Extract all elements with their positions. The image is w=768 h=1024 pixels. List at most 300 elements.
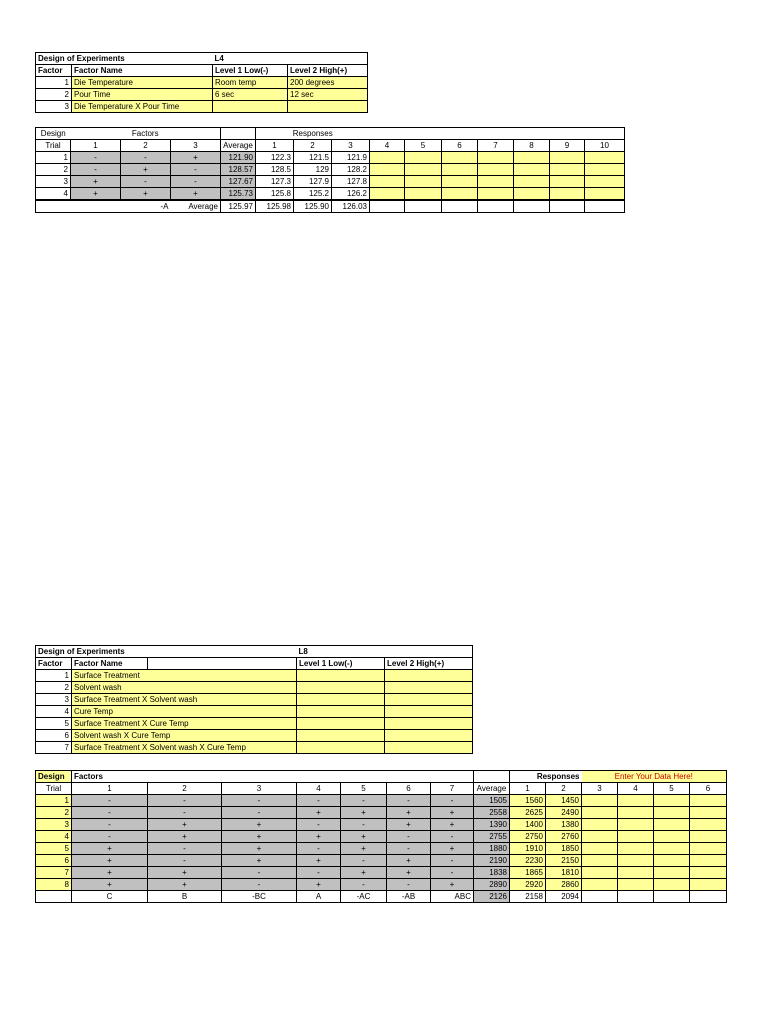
response-cell[interactable] [370, 152, 405, 164]
response-cell[interactable]: 125.2 [294, 188, 332, 201]
blank-cell [654, 891, 690, 903]
factor-sign-cell: - [387, 795, 431, 807]
l8-name-header: Factor Name [72, 658, 148, 670]
factor-sign-cell: - [222, 807, 297, 819]
response-cell[interactable] [550, 176, 585, 188]
response-col-header: 10 [585, 140, 625, 152]
response-cell[interactable] [478, 188, 514, 201]
factor-col-header: 5 [341, 783, 387, 795]
factor-name-cell[interactable]: Solvent wash [72, 682, 297, 694]
l4-trial-row [36, 188, 625, 201]
response-cell[interactable]: 1450 [546, 795, 582, 807]
response-col-header: 9 [550, 140, 585, 152]
l8-trial-row [36, 879, 727, 891]
response-cell[interactable] [654, 831, 690, 843]
l4-title: Design of Experiments [36, 53, 213, 65]
response-cell[interactable]: 121.9 [332, 152, 370, 164]
trial-header: Trial [36, 140, 71, 152]
level-low-cell[interactable] [297, 706, 385, 718]
response-cell[interactable] [618, 831, 654, 843]
response-cell[interactable]: 125.8 [256, 188, 294, 201]
response-cell[interactable]: 2920 [510, 879, 546, 891]
response-cell[interactable] [478, 152, 514, 164]
level-low-cell[interactable] [297, 718, 385, 730]
l8-factor-row [36, 742, 473, 754]
response-cell[interactable] [618, 867, 654, 879]
factor-sign-cell: - [222, 867, 297, 879]
factor-sign-cell: - [148, 807, 222, 819]
average-cell: 1880 [474, 843, 510, 855]
blank-cell [478, 200, 514, 213]
response-cell[interactable]: 128.5 [256, 164, 294, 176]
l4-level2-header: Level 2 High(+) [288, 65, 368, 77]
factor-sign-cell: + [222, 819, 297, 831]
factor-col-header: 6 [387, 783, 431, 795]
response-col-header: 5 [405, 140, 442, 152]
response-cell[interactable] [690, 819, 727, 831]
response-cell[interactable]: 2860 [546, 879, 582, 891]
level-high-cell[interactable] [385, 682, 473, 694]
response-average: 126.03 [332, 200, 370, 213]
l8-title: Design of Experiments [36, 646, 297, 658]
blank-cell [514, 200, 550, 213]
average-cell: 2755 [474, 831, 510, 843]
response-cell[interactable]: 1400 [510, 819, 546, 831]
blank-cell [550, 200, 585, 213]
response-cell[interactable]: 127.8 [332, 176, 370, 188]
response-cell[interactable] [405, 176, 442, 188]
factor-sign-cell: + [121, 188, 171, 201]
response-cell[interactable] [585, 152, 625, 164]
response-cell[interactable]: 127.9 [294, 176, 332, 188]
trial-number: 8 [36, 879, 72, 891]
factor-col-header: 2 [121, 140, 171, 152]
level-low-cell[interactable] [213, 101, 288, 113]
response-average: 125.90 [294, 200, 332, 213]
factor-sign-cell: - [297, 843, 341, 855]
blank-cell [585, 200, 625, 213]
response-cell[interactable] [442, 188, 478, 201]
l8-footer-row [36, 891, 727, 903]
response-cell[interactable] [585, 188, 625, 201]
level-low-cell[interactable] [297, 742, 385, 754]
factor-sign-cell: + [297, 855, 341, 867]
factor-sign-cell: - [297, 795, 341, 807]
average-cell: 1505 [474, 795, 510, 807]
factor-number: 6 [36, 730, 72, 742]
factor-name-cell[interactable]: Die Temperature [72, 77, 213, 89]
level-high-cell[interactable] [385, 730, 473, 742]
response-cell[interactable] [370, 164, 405, 176]
blank-cell [442, 200, 478, 213]
trial-number: 1 [36, 152, 71, 164]
l8-trial-row [36, 831, 727, 843]
l8-factor-row [36, 718, 473, 730]
l8-array-label: L8 [297, 646, 473, 658]
l8-trial-row [36, 795, 727, 807]
response-cell[interactable] [654, 807, 690, 819]
factor-sign-cell: - [341, 795, 387, 807]
l4-trial-row [36, 164, 625, 176]
factor-number: 5 [36, 718, 72, 730]
factor-sign-cell: + [431, 843, 474, 855]
factor-sign-cell: + [72, 843, 148, 855]
l4-trial-row [36, 176, 625, 188]
blank-cell [405, 200, 442, 213]
response-cell[interactable]: 2760 [546, 831, 582, 843]
factor-sign-cell: + [341, 843, 387, 855]
response-cell[interactable] [690, 855, 727, 867]
trial-number: 6 [36, 855, 72, 867]
response-cell[interactable] [582, 867, 618, 879]
average-cell: 1838 [474, 867, 510, 879]
factor-sign-cell: - [341, 819, 387, 831]
l8-level1-header: Level 1 Low(-) [297, 658, 385, 670]
factor-sign-cell: - [148, 855, 222, 867]
blank-cell [370, 200, 405, 213]
response-cell[interactable] [618, 819, 654, 831]
factor-sign-cell: + [297, 879, 341, 891]
response-col-header: 4 [618, 783, 654, 795]
trial-number: 4 [36, 188, 71, 201]
response-cell[interactable]: 2625 [510, 807, 546, 819]
l4-factor-row [36, 89, 368, 101]
factor-name-cell[interactable]: Cure Temp [72, 706, 297, 718]
factor-sign-cell: - [148, 843, 222, 855]
response-cell[interactable] [370, 188, 405, 201]
factor-sign-cell: + [387, 855, 431, 867]
trial-number: 2 [36, 164, 71, 176]
response-cell[interactable]: 1560 [510, 795, 546, 807]
response-cell[interactable]: 129 [294, 164, 332, 176]
factor-sign-cell: + [171, 188, 221, 201]
factor-sign-cell: + [72, 867, 148, 879]
responses-label: Responses [256, 128, 370, 140]
level-high-cell[interactable] [385, 706, 473, 718]
factor-name-cell[interactable]: Surface Treatment X Solvent wash [72, 694, 297, 706]
response-cell[interactable] [690, 867, 727, 879]
average-cell: 2190 [474, 855, 510, 867]
level-high-cell[interactable]: 12 sec [288, 89, 368, 101]
trial-number: 3 [36, 819, 72, 831]
factor-col-header: 1 [71, 140, 121, 152]
average-cell: 2558 [474, 807, 510, 819]
factor-sign-cell: - [222, 879, 297, 891]
response-cell[interactable] [442, 164, 478, 176]
l4-factor-row [36, 101, 368, 113]
l4-factor-row [36, 77, 368, 89]
factor-sign-cell: - [341, 879, 387, 891]
level-low-cell[interactable] [297, 730, 385, 742]
l8-trial-row [36, 867, 727, 879]
l8-factor-row [36, 694, 473, 706]
factor-sign-cell: - [121, 152, 171, 164]
factor-sign-cell: - [72, 831, 148, 843]
factor-name-cell[interactable]: Solvent wash X Cure Temp [72, 730, 297, 742]
response-col-header: 3 [332, 140, 370, 152]
l4-name-header: Factor Name [72, 65, 213, 77]
response-cell[interactable] [550, 164, 585, 176]
design-label: Design [36, 128, 71, 140]
trial-header: Trial [36, 783, 72, 795]
factor-sign-cell: - [222, 795, 297, 807]
response-cell[interactable]: 1850 [546, 843, 582, 855]
l4-factor-header: Factor [36, 65, 72, 77]
response-cell[interactable] [690, 843, 727, 855]
factor-sign-cell: + [72, 855, 148, 867]
level-high-cell[interactable] [385, 718, 473, 730]
factor-number: 2 [36, 682, 72, 694]
enter-data-label: Enter Your Data Here! [582, 771, 727, 783]
response-cell[interactable]: 126.2 [332, 188, 370, 201]
response-cell[interactable] [618, 879, 654, 891]
response-cell[interactable]: 2750 [510, 831, 546, 843]
factors-label: Factors [71, 128, 221, 140]
response-cell[interactable] [370, 176, 405, 188]
response-cell[interactable] [514, 188, 550, 201]
grand-average: 125.97 [221, 200, 256, 213]
factor-sign-cell: - [297, 819, 341, 831]
response-cell[interactable] [654, 819, 690, 831]
response-col-header: 2 [294, 140, 332, 152]
response-cell[interactable] [654, 867, 690, 879]
response-cell[interactable] [514, 176, 550, 188]
effect-label: -BC [222, 891, 297, 903]
factor-sign-cell: + [148, 831, 222, 843]
response-cell[interactable] [582, 795, 618, 807]
l8-trial-row [36, 855, 727, 867]
l8-factor-header: Factor [36, 658, 72, 670]
blank-cell [370, 128, 625, 140]
factor-sign-cell: + [71, 188, 121, 201]
effect-label: A [297, 891, 341, 903]
factor-sign-cell: + [431, 819, 474, 831]
blank-cell [36, 200, 71, 213]
factor-col-header: 3 [171, 140, 221, 152]
response-cell[interactable] [582, 819, 618, 831]
response-cell[interactable] [690, 807, 727, 819]
response-cell[interactable] [514, 164, 550, 176]
response-cell[interactable] [654, 795, 690, 807]
response-col-header: 1 [256, 140, 294, 152]
factor-name-cell[interactable]: Pour Time [72, 89, 213, 101]
factor-name-cell[interactable]: Surface Treatment X Cure Temp [72, 718, 297, 730]
response-cell[interactable] [618, 795, 654, 807]
response-cell[interactable] [582, 843, 618, 855]
factor-sign-cell: - [171, 164, 221, 176]
response-average: 125.98 [256, 200, 294, 213]
factor-name-cell[interactable]: Die Temperature X Pour Time [72, 101, 213, 113]
response-col-header: 4 [370, 140, 405, 152]
factor-col-header: 4 [297, 783, 341, 795]
factor-sign-cell: - [387, 879, 431, 891]
average-header: Average [474, 783, 510, 795]
effect-label: ABC [431, 891, 474, 903]
factor-sign-cell: + [148, 867, 222, 879]
response-cell[interactable] [654, 855, 690, 867]
response-cell[interactable]: 121.5 [294, 152, 332, 164]
factor-sign-cell: - [297, 867, 341, 879]
l4-title-row [36, 53, 368, 65]
factor-col-header: 2 [148, 783, 222, 795]
average-cell: 125.73 [221, 188, 256, 201]
factor-col-header: 1 [72, 783, 148, 795]
response-cell[interactable]: 1380 [546, 819, 582, 831]
effect-label: -AC [341, 891, 387, 903]
factor-sign-cell: - [431, 831, 474, 843]
factor-name-cell[interactable]: Surface Treatment [72, 670, 297, 682]
response-cell[interactable] [405, 188, 442, 201]
response-cell[interactable]: 1910 [510, 843, 546, 855]
level-low-cell[interactable]: 6 sec [213, 89, 288, 101]
factor-sign-cell: - [171, 176, 221, 188]
average-header: Average [221, 140, 256, 152]
l8-factor-row [36, 706, 473, 718]
factor-sign-cell: - [431, 855, 474, 867]
factor-number: 4 [36, 706, 72, 718]
response-cell[interactable] [654, 843, 690, 855]
l8-trial-row [36, 843, 727, 855]
response-col-header: 7 [478, 140, 514, 152]
l4-level1-header: Level 1 Low(-) [213, 65, 288, 77]
factor-sign-cell: + [431, 879, 474, 891]
response-cell[interactable] [405, 164, 442, 176]
response-cell[interactable]: 2150 [546, 855, 582, 867]
l8-level2-header: Level 2 High(+) [385, 658, 473, 670]
level-low-cell[interactable] [297, 670, 385, 682]
response-cell[interactable]: 128.2 [332, 164, 370, 176]
response-col-header: 6 [690, 783, 727, 795]
trial-number: 3 [36, 176, 71, 188]
factor-sign-cell: + [222, 855, 297, 867]
l8-header-row [36, 658, 473, 670]
factor-sign-cell: - [387, 843, 431, 855]
level-high-cell[interactable] [385, 694, 473, 706]
factor-sign-cell: - [72, 795, 148, 807]
factor-sign-cell: + [71, 176, 121, 188]
factor-number: 2 [36, 89, 72, 101]
response-cell[interactable]: 1810 [546, 867, 582, 879]
factor-sign-cell: + [297, 807, 341, 819]
factor-number: 3 [36, 694, 72, 706]
trial-number: 1 [36, 795, 72, 807]
l4-footer-row [36, 200, 625, 213]
response-cell[interactable] [585, 164, 625, 176]
response-cell[interactable] [690, 831, 727, 843]
level-high-cell[interactable]: 200 degrees [288, 77, 368, 89]
effect-label: -AB [387, 891, 431, 903]
average-cell: 2890 [474, 879, 510, 891]
response-cell[interactable] [405, 152, 442, 164]
factor-sign-cell: + [121, 164, 171, 176]
factor-sign-cell: + [431, 807, 474, 819]
response-cell[interactable] [442, 152, 478, 164]
design-label: Design [36, 771, 72, 783]
level-high-cell[interactable] [288, 101, 368, 113]
response-cell[interactable] [478, 176, 514, 188]
factor-sign-cell: + [387, 867, 431, 879]
l8-column-header-row [36, 783, 727, 795]
response-cell[interactable] [618, 855, 654, 867]
factor-sign-cell: + [171, 152, 221, 164]
factor-sign-cell: - [72, 807, 148, 819]
average-cell: 127.67 [221, 176, 256, 188]
blank-cell [474, 771, 510, 783]
l8-title-row [36, 646, 473, 658]
response-cell[interactable] [618, 843, 654, 855]
response-cell[interactable] [550, 188, 585, 201]
factor-sign-cell: - [71, 164, 121, 176]
response-cell[interactable]: 122.3 [256, 152, 294, 164]
l4-trial-row [36, 152, 625, 164]
level-high-cell[interactable] [385, 670, 473, 682]
factor-sign-cell: - [387, 831, 431, 843]
average-cell: 128.57 [221, 164, 256, 176]
factor-sign-cell: + [72, 879, 148, 891]
blank-cell [221, 128, 256, 140]
trial-number: 2 [36, 807, 72, 819]
response-cell[interactable] [514, 152, 550, 164]
l8-trial-row [36, 819, 727, 831]
factor-sign-cell: - [341, 855, 387, 867]
grand-average: 2126 [474, 891, 510, 903]
factor-col-header: 7 [431, 783, 474, 795]
response-cell[interactable] [690, 795, 727, 807]
factor-name-cell[interactable]: Surface Treatment X Solvent wash X Cure Temp [72, 742, 297, 754]
response-cell[interactable] [582, 807, 618, 819]
l8-trial-row [36, 807, 727, 819]
factor-sign-cell: - [121, 176, 171, 188]
response-cell[interactable] [442, 176, 478, 188]
factor-number: 3 [36, 101, 72, 113]
response-cell[interactable]: 1865 [510, 867, 546, 879]
response-cell[interactable] [582, 855, 618, 867]
factor-sign-cell: - [71, 152, 121, 164]
blank-cell [36, 891, 72, 903]
factor-sign-cell: + [387, 807, 431, 819]
level-high-cell[interactable] [385, 742, 473, 754]
level-low-cell[interactable]: Room temp [213, 77, 288, 89]
response-col-header: 6 [442, 140, 478, 152]
response-cell[interactable] [478, 164, 514, 176]
level-low-cell[interactable] [297, 694, 385, 706]
response-cell[interactable]: 2490 [546, 807, 582, 819]
average-cell: 121.90 [221, 152, 256, 164]
response-col-header: 3 [582, 783, 618, 795]
l8-factor-table [35, 645, 473, 754]
response-cell[interactable] [585, 176, 625, 188]
level-low-cell[interactable] [297, 682, 385, 694]
effect-label: -A [71, 200, 171, 213]
l4-column-header-row [36, 140, 625, 152]
factor-number: 7 [36, 742, 72, 754]
response-cell[interactable] [582, 879, 618, 891]
response-cell[interactable] [582, 831, 618, 843]
response-cell[interactable] [690, 879, 727, 891]
l8-factor-row [36, 670, 473, 682]
response-col-header: 5 [654, 783, 690, 795]
l8-data-table [35, 770, 727, 903]
response-average: 2158 [510, 891, 546, 903]
response-cell[interactable]: 2230 [510, 855, 546, 867]
factor-sign-cell: + [148, 879, 222, 891]
effect-label: C [72, 891, 148, 903]
response-cell[interactable] [618, 807, 654, 819]
response-cell[interactable]: 127.3 [256, 176, 294, 188]
factor-sign-cell: - [148, 795, 222, 807]
response-cell[interactable] [550, 152, 585, 164]
response-cell[interactable] [654, 879, 690, 891]
